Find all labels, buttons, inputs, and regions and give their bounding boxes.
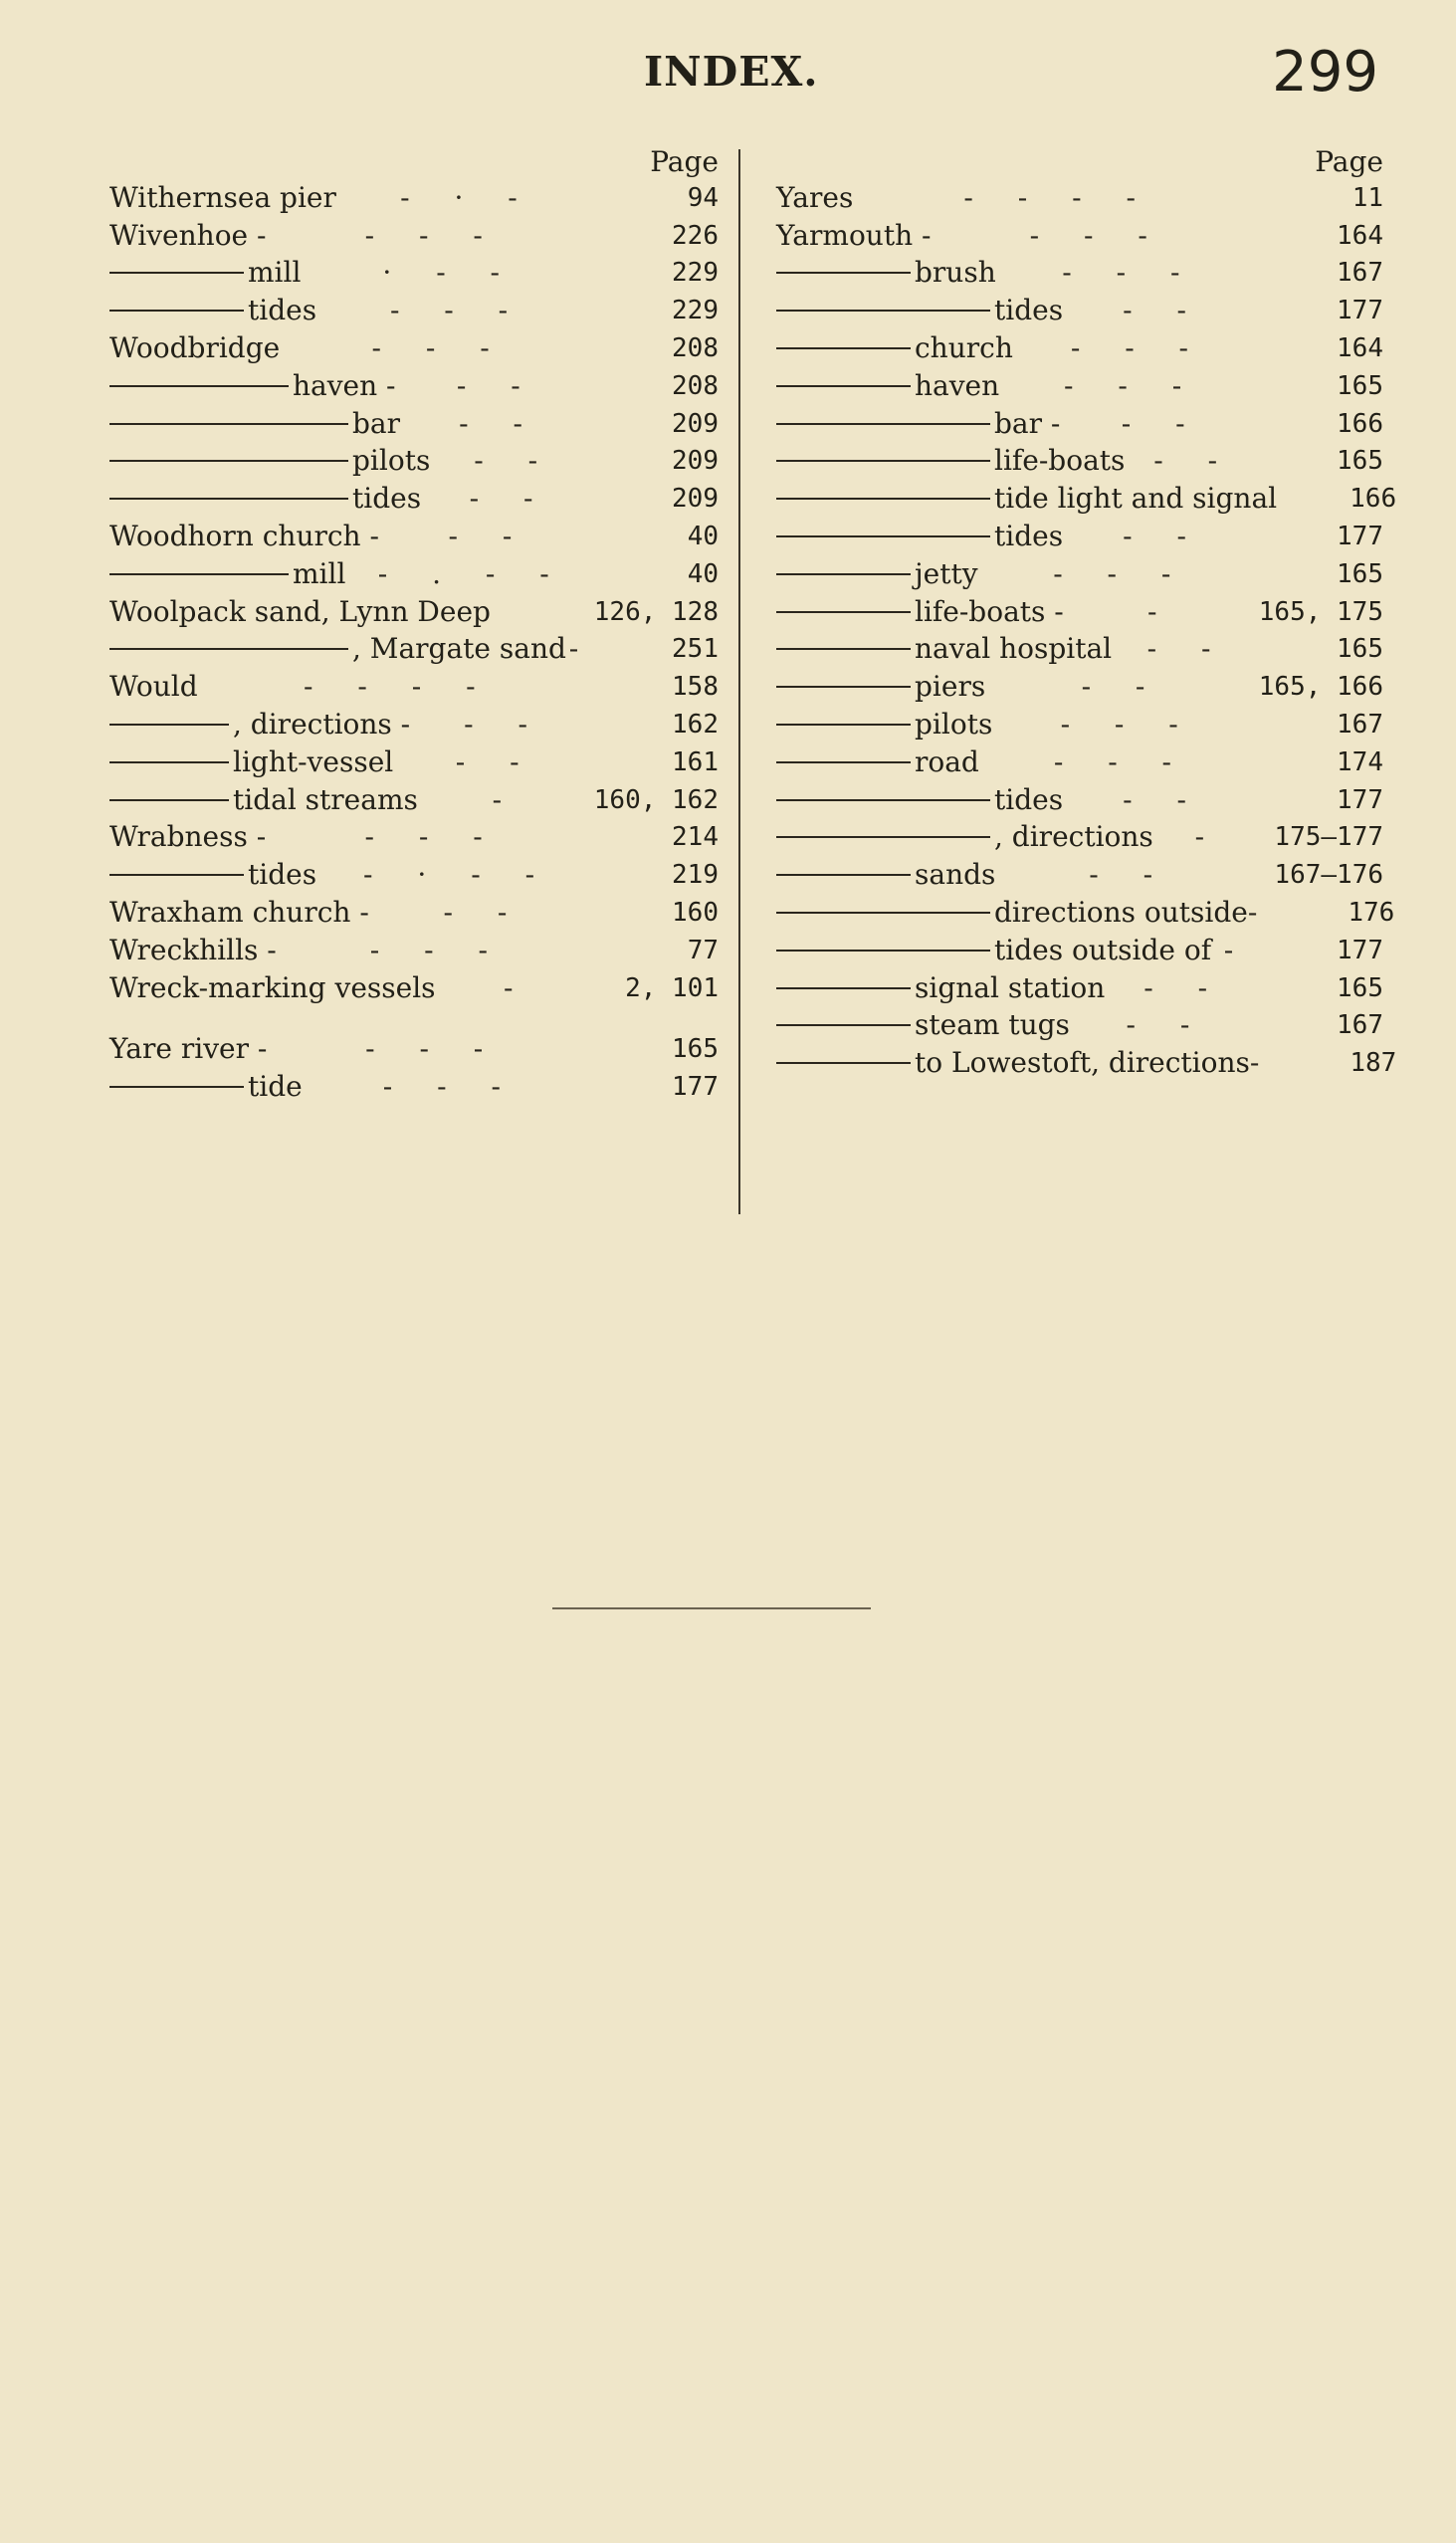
index-entry <box>109 1068 719 1106</box>
index-entry <box>109 781 719 819</box>
entry-label: tides <box>994 294 1064 327</box>
leader-dots: - - - <box>1062 256 1198 290</box>
entry-page: 167 <box>1337 1010 1383 1041</box>
entry-label: bar - <box>994 406 1061 440</box>
index-entry <box>109 179 719 217</box>
entry-label: mill <box>293 556 346 590</box>
page-title: INDEX. <box>644 48 819 96</box>
ditto-dash <box>776 950 990 952</box>
entry-label: Withernsea pier <box>109 180 336 214</box>
index-entry <box>109 555 719 593</box>
ditto-dash <box>109 272 244 274</box>
index-entry <box>109 932 719 969</box>
ditto-dash <box>776 272 911 274</box>
entry-page: 177 <box>1337 522 1383 552</box>
ditto-dash <box>776 1024 911 1026</box>
index-entry <box>776 292 1383 329</box>
entry-page: 165 <box>1337 370 1383 401</box>
page-column-header: Page <box>650 145 719 178</box>
index-entry <box>109 1031 719 1069</box>
entry-page: 167–176 <box>1274 860 1383 891</box>
leader-dots: - - - <box>1063 368 1200 402</box>
ditto-dash <box>776 648 911 650</box>
index-entry <box>776 706 1383 743</box>
ditto-dash <box>776 724 911 726</box>
ditto-dash <box>776 460 990 462</box>
entry-page: 229 <box>672 296 719 326</box>
entry-label: pilots <box>915 708 993 742</box>
entry-page: 177 <box>1337 296 1383 326</box>
entry-page: 126, 128 <box>593 596 719 627</box>
column-divider <box>738 149 740 1214</box>
ditto-dash <box>776 912 990 914</box>
entry-page: 177 <box>1337 935 1383 965</box>
entry-label: road <box>915 744 979 778</box>
index-entry <box>776 443 1383 481</box>
leader-dots: - - <box>455 744 537 778</box>
index-entry <box>776 329 1383 367</box>
ditto-dash <box>776 761 911 763</box>
entry-page: 174 <box>1337 746 1383 777</box>
ditto-dash <box>109 874 244 876</box>
leader-dots: · - - <box>382 256 519 290</box>
leader-dots: - · - <box>400 180 535 214</box>
entry-label: Wrabness - <box>109 820 267 854</box>
entry-page: 187 <box>1350 1048 1397 1079</box>
entry-label: tide light and signal <box>994 482 1278 516</box>
entry-page: 160, 162 <box>593 784 719 815</box>
index-entry <box>776 743 1383 781</box>
entry-label: piers <box>915 670 986 704</box>
index-entry <box>109 593 719 631</box>
leader-dots: - - - <box>1070 331 1207 365</box>
entry-label: Woodhorn church - <box>109 520 379 553</box>
ditto-dash <box>776 385 911 387</box>
ditto-dash <box>776 310 990 312</box>
index-entry <box>776 518 1383 555</box>
entry-page: 226 <box>672 220 719 251</box>
entry-page: 161 <box>672 746 719 777</box>
ditto-dash <box>109 498 348 500</box>
entry-page: 77 <box>687 935 719 965</box>
ditto-dash <box>109 1086 244 1088</box>
index-entry <box>109 480 719 518</box>
ditto-dash <box>776 686 911 688</box>
index-entry <box>109 668 719 706</box>
entry-page: 165 <box>1337 634 1383 665</box>
ditto-dash <box>109 573 289 575</box>
index-entry <box>776 969 1383 1007</box>
index-entry <box>776 405 1383 443</box>
leader-dots: - - <box>443 896 525 930</box>
entry-page: 229 <box>672 258 719 289</box>
index-entry <box>776 480 1397 518</box>
entry-label: Wivenhoe - <box>109 218 267 252</box>
index-entry <box>776 255 1383 293</box>
ditto-dash <box>109 423 348 425</box>
index-entry <box>776 217 1383 255</box>
entry-page: 158 <box>672 672 719 703</box>
entry-page: 176 <box>1348 898 1395 929</box>
index-entry <box>776 593 1383 631</box>
entry-page: 162 <box>672 710 719 741</box>
leader-dots: - - <box>1089 858 1171 892</box>
entry-page: 165 <box>672 1034 719 1065</box>
ditto-dash <box>776 799 990 801</box>
leader-dots: - - <box>474 444 556 478</box>
entry-label: sands <box>915 858 996 892</box>
entry-label: tidal streams <box>233 782 418 816</box>
entry-page: 160 <box>672 898 719 929</box>
entry-label: Wreck-marking vessels <box>109 970 436 1004</box>
leader-dots: - . - - <box>377 556 567 590</box>
index-entry <box>109 329 719 367</box>
entry-page: 94 <box>687 182 719 213</box>
leader-dots: - - <box>1123 782 1204 816</box>
entry-label: , Margate sand <box>352 632 566 666</box>
leader-dots: - - <box>464 708 545 742</box>
leader-dots: - - - <box>1060 708 1196 742</box>
leader-dots: - - <box>1153 444 1236 478</box>
entry-label: haven - <box>293 368 396 402</box>
ditto-dash <box>109 724 229 726</box>
ditto-dash <box>776 1062 911 1064</box>
index-entry <box>776 781 1383 819</box>
footer-rule <box>552 1607 871 1609</box>
leader-dots: - - - <box>1029 218 1165 252</box>
page-column-header: Page <box>1315 145 1383 178</box>
entry-label: Woodbridge <box>109 331 281 365</box>
leader-dots: - - - <box>1053 556 1189 590</box>
entry-label: church <box>915 331 1013 365</box>
entry-page: 175–177 <box>1274 822 1383 853</box>
leader-dots: - - - <box>369 933 506 966</box>
leader-dots: - - - <box>389 294 526 327</box>
entry-label: pilots <box>352 444 431 478</box>
entry-page: 165 <box>1337 558 1383 589</box>
entry-label: tides outside of <box>994 933 1212 966</box>
index-entry <box>109 856 719 894</box>
entry-page: 209 <box>672 408 719 439</box>
leader-dots: - <box>1194 820 1223 854</box>
index-entry <box>776 856 1383 894</box>
leader-dots: - · - - <box>363 858 553 892</box>
leader-dots: - <box>1247 896 1276 930</box>
leader-dots: - - - <box>365 1032 502 1066</box>
entry-page: 40 <box>687 522 719 552</box>
entry-page: 2, 101 <box>625 972 719 1003</box>
entry-label: Yarmouth - <box>776 218 932 252</box>
leader-dots: - - <box>1144 970 1226 1004</box>
index-entry <box>109 367 719 405</box>
leader-dots: - - - - <box>963 180 1153 214</box>
index-entry <box>776 367 1383 405</box>
entry-page: 165 <box>1337 446 1383 477</box>
entry-page: 219 <box>672 860 719 891</box>
entry-label: tide <box>248 1070 303 1104</box>
ditto-dash <box>776 874 911 876</box>
index-column-left <box>109 145 719 1106</box>
leader-dots: - - <box>1121 406 1203 440</box>
entry-page: 166 <box>1350 484 1397 515</box>
entry-label: , directions <box>994 820 1153 854</box>
index-entry <box>776 668 1383 706</box>
leader-dots: - <box>568 632 597 666</box>
index-entry <box>109 405 719 443</box>
leader-dots: - - <box>1123 520 1204 553</box>
ditto-dash <box>109 385 289 387</box>
index-entry <box>109 743 719 781</box>
entry-label: bar <box>352 406 401 440</box>
ditto-dash <box>776 535 990 537</box>
ditto-dash <box>776 611 911 613</box>
entry-label: Would <box>109 670 198 704</box>
entry-label: life-boats - <box>915 594 1064 628</box>
leader-dots: - <box>1223 933 1252 966</box>
leader-dots: - <box>492 782 520 816</box>
entry-label: haven <box>915 368 1000 402</box>
ditto-dash <box>109 310 244 312</box>
leader-dots: - - <box>1081 670 1163 704</box>
entry-page: 251 <box>672 634 719 665</box>
index-entry <box>109 894 719 932</box>
index-entry <box>109 217 719 255</box>
entry-label: naval hospital <box>915 632 1113 666</box>
entry-label: Woolpack sand, Lynn Deep <box>109 594 491 628</box>
entry-page: 164 <box>1337 333 1383 364</box>
index-entry <box>109 518 719 555</box>
ditto-dash <box>776 573 911 575</box>
ditto-dash <box>109 460 348 462</box>
leader-dots: - - - <box>382 1070 519 1104</box>
entry-page: 165, 175 <box>1258 596 1383 627</box>
entry-label: tides <box>994 520 1064 553</box>
entry-label: directions outside <box>994 896 1248 930</box>
page-number: 299 <box>1272 40 1378 105</box>
entry-label: signal station <box>915 970 1106 1004</box>
leader-dots: - - <box>1126 1008 1208 1042</box>
entry-page: 165, 166 <box>1258 672 1383 703</box>
entry-label: Yare river - <box>109 1032 268 1066</box>
entry-page: 209 <box>672 446 719 477</box>
entry-label: tides <box>352 482 422 516</box>
entry-page: 11 <box>1352 182 1383 213</box>
ditto-dash <box>776 423 990 425</box>
ditto-dash <box>109 799 229 801</box>
entry-page: 167 <box>1337 258 1383 289</box>
entry-label: brush <box>915 256 996 290</box>
index-entry <box>776 1044 1397 1082</box>
entry-page: 165 <box>1337 972 1383 1003</box>
entry-label: life-boats <box>994 444 1126 478</box>
entry-page: 208 <box>672 370 719 401</box>
index-entry <box>776 631 1383 669</box>
leader-dots: - - <box>456 368 538 402</box>
index-entries-right <box>776 179 1397 1082</box>
index-entry <box>776 932 1383 969</box>
entry-label: tides <box>248 858 317 892</box>
index-entry <box>109 292 719 329</box>
entry-label: Yares <box>776 180 854 214</box>
ditto-dash <box>776 987 911 989</box>
index-entries-left <box>109 179 719 1106</box>
entry-page: 214 <box>672 822 719 853</box>
leader-dots: - <box>504 970 531 1004</box>
leader-dots: - - - <box>364 820 501 854</box>
index-entry <box>776 819 1383 857</box>
leader-dots: - - <box>459 406 540 440</box>
leader-dots: - - - <box>371 331 508 365</box>
leader-dots: - <box>1249 1046 1278 1080</box>
leader-dots: - - <box>469 482 551 516</box>
index-entry <box>109 819 719 857</box>
entry-page: 166 <box>1337 408 1383 439</box>
entry-page: 164 <box>1337 220 1383 251</box>
index-entry <box>109 631 719 669</box>
entry-label: steam tugs <box>915 1008 1070 1042</box>
entry-label: jetty <box>915 556 978 590</box>
ditto-dash <box>776 836 990 838</box>
entry-page: 167 <box>1337 710 1383 741</box>
index-entry <box>776 555 1383 593</box>
entry-page: 208 <box>672 333 719 364</box>
index-entry <box>109 969 719 1007</box>
leader-dots: - - <box>1146 632 1229 666</box>
ditto-dash <box>776 498 990 500</box>
entry-label: Wreckhills - <box>109 933 277 966</box>
leader-dots: - - - - <box>304 670 494 704</box>
leader-dots: - - - <box>1053 744 1190 778</box>
entry-page: 177 <box>1337 784 1383 815</box>
entry-label: light-vessel <box>233 744 394 778</box>
entry-label: tides <box>994 782 1064 816</box>
entry-page: 209 <box>672 484 719 515</box>
entry-label: mill <box>248 256 302 290</box>
index-entry <box>776 179 1383 217</box>
index-entry <box>109 706 719 743</box>
entry-label: , directions - <box>233 708 411 742</box>
index-entry <box>776 1007 1383 1045</box>
entry-label: tides <box>248 294 317 327</box>
index-entry <box>109 255 719 293</box>
leader-dots: - - <box>1123 294 1204 327</box>
index-column-right <box>776 145 1397 1082</box>
entry-label: to Lowestoft, directions <box>915 1046 1250 1080</box>
entry-page: 40 <box>687 558 719 589</box>
leader-dots: - <box>1147 594 1175 628</box>
index-entry <box>109 443 719 481</box>
ditto-dash <box>109 761 229 763</box>
leader-dots: - - <box>448 520 530 553</box>
entry-page: 177 <box>672 1072 719 1103</box>
index-entry <box>776 894 1395 932</box>
leader-dots: - - - <box>364 218 501 252</box>
entry-label: Wraxham church - <box>109 896 369 930</box>
ditto-dash <box>776 347 911 349</box>
ditto-dash <box>109 648 348 650</box>
